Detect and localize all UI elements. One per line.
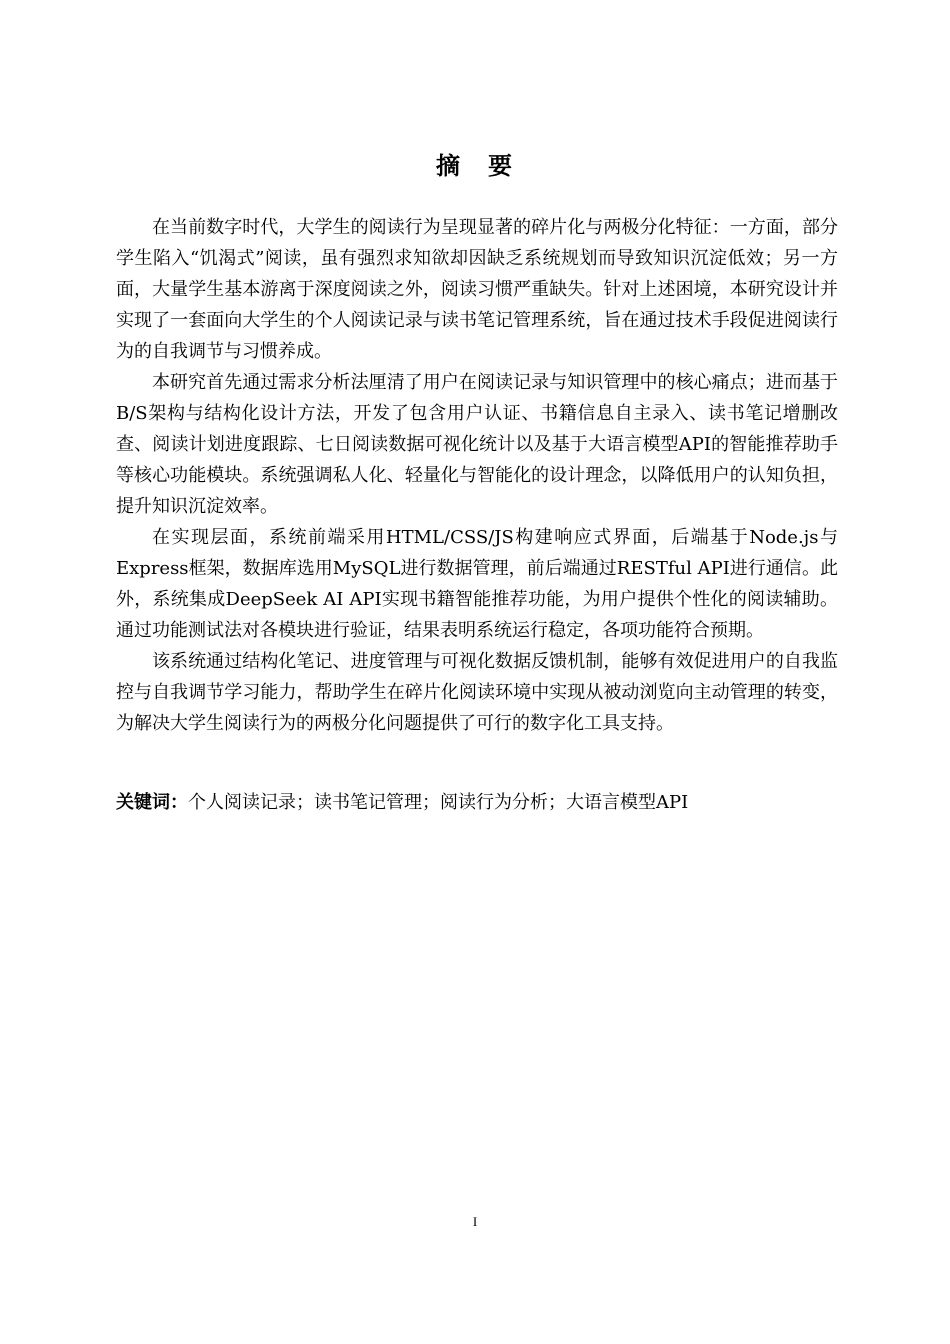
abstract-paragraph-4: 该系统通过结构化笔记、进度管理与可视化数据反馈机制，能够有效促进用户的自我监控与自我调节学习能力，帮助学生在碎片化阅读环境中实现从被动浏览向主动管理的转变，为解决大学生阅读行为的两极分化问题提供了可行的数字化工具支持。 (116, 651, 838, 734)
page-title: 摘 要 (436, 152, 514, 180)
page-number: I (472, 1214, 478, 1229)
abstract-body (116, 212, 838, 739)
keywords-line (116, 787, 838, 818)
abstract-paragraph-1: 在当前数字时代，大学生的阅读行为呈现显著的碎片化与两极分化特征：一方面，部分学生陷入“饥渴式”阅读，虽有强烈求知欲却因缺乏系统规划而导致知识沉淀低效；另一方面，大量学生基本游离于深度阅读之外，阅读习惯严重缺失。针对上述困境，本研究设计并实现了一套面向大学生的个人阅读记录与读书笔记管理系统，旨在通过技术手段促进阅读行为的自我调节与习惯养成。 (116, 217, 838, 362)
abstract-paragraph-2: 本研究首先通过需求分析法厘清了用户在阅读记录与知识管理中的核心痛点；进而基于B/S架构与结构化设计方法，开发了包含用户认证、书籍信息自主录入、读书笔记增删改查、阅读计划进度跟踪、七日阅读数据可视化统计以及基于大语言模型API的智能推荐助手等核心功能模块。系统强调私人化、轻量化与智能化的设计理念，以降低用户的认知负担，提升知识沉淀效率。 (116, 372, 838, 517)
keywords-label: 关键词： (116, 792, 188, 813)
abstract-paragraph-3: 在实现层面，系统前端采用HTML/CSS/JS构建响应式界面，后端基于Node.js与Express框架，数据库选用MySQL进行数据管理，前后端通过RESTful API进行通信。此外，系统集成DeepSeek AI API实现书籍智能推荐功能，为用户提供个性化的阅读辅助。通过功能测试法对各模块进行验证，结果表明系统运行稳定，各项功能符合预期。 (116, 527, 838, 641)
keywords-text: 个人阅读记录；读书笔记管理；阅读行为分析；大语言模型API (188, 792, 689, 813)
